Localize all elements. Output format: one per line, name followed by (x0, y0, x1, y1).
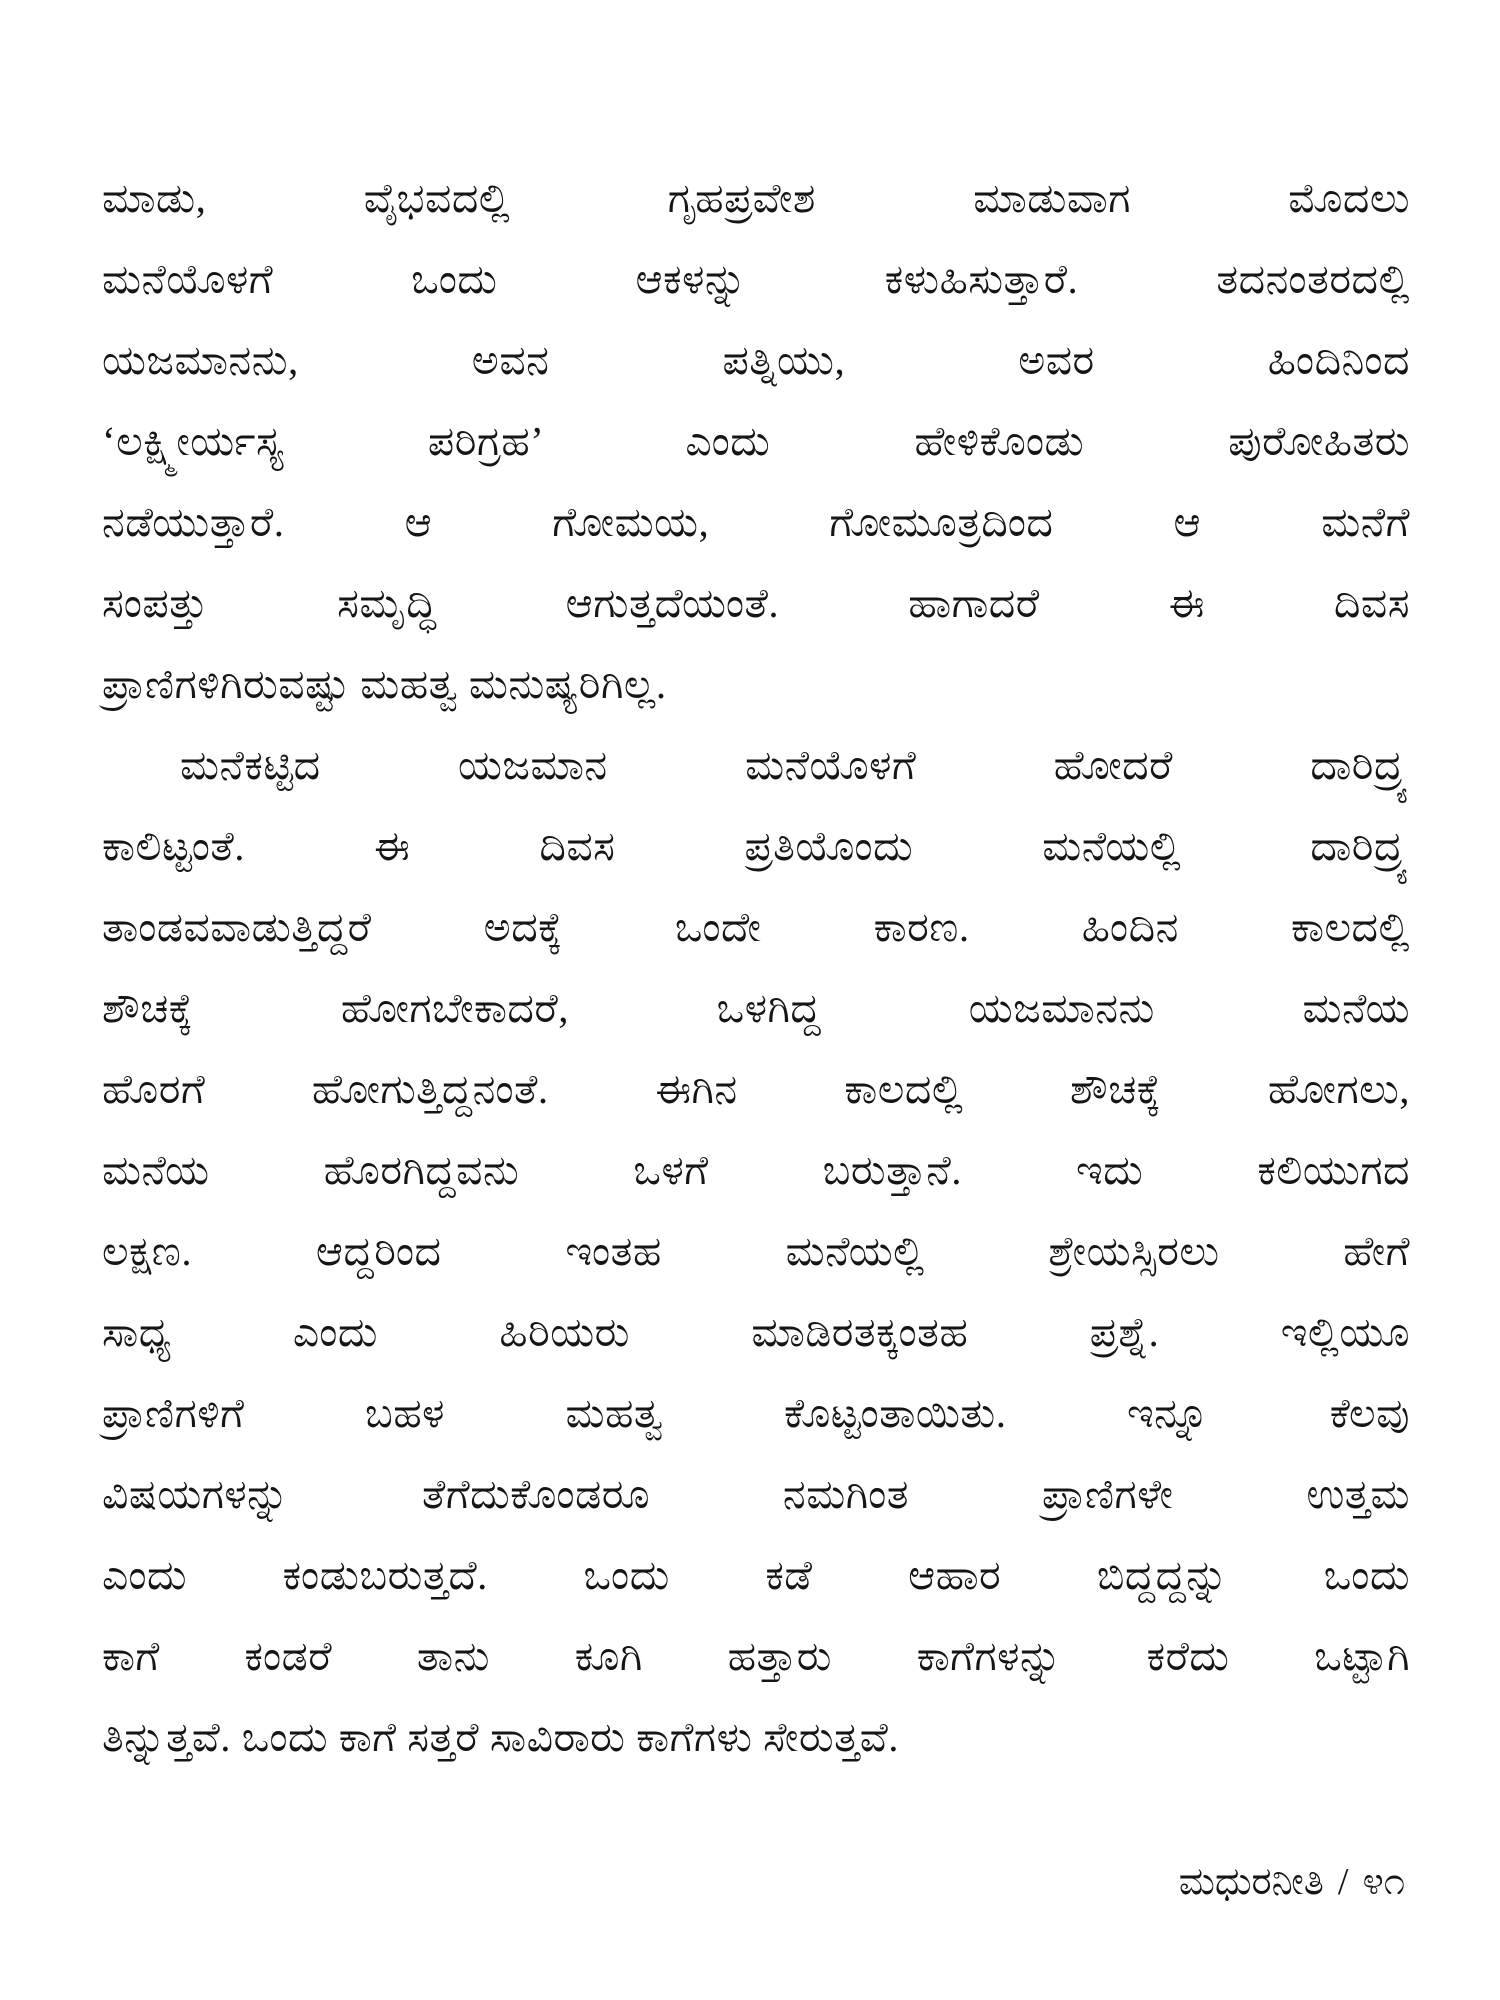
text-line: ಲಕ್ಷಣ. ಆದ್ದರಿಂದ ಇಂತಹ ಮನೆಯಲ್ಲಿ ಶ್ರೇಯಸ್ಸಿರಲು ಹೇಗೆ (102, 1228, 1410, 1274)
text-line: ಮನೆಯೊಳಗೆ ಒಂದು ಆಕಳನ್ನು ಕಳುಹಿಸುತ್ತಾರೆ. ತದನಂತರದಲ್ಲಿ (102, 256, 1410, 302)
text-line: ಶೌಚಕ್ಕೆ ಹೋಗಬೇಕಾದರೆ, ಒಳಗಿದ್ದ ಯಜಮಾನನು ಮನೆಯ (102, 985, 1410, 1031)
book-title: ಮಧುರನೀತಿ (1178, 1861, 1324, 1903)
text-line: ಸಂಪತ್ತು ಸಮೃದ್ಧಿ ಆಗುತ್ತದೆಯಂತೆ. ಹಾಗಾದರೆ ಈ ದಿವಸ (102, 580, 1410, 626)
footer-separator: / (1337, 1861, 1349, 1903)
text-line: ಮನೆಕಟ್ಟಿದ ಯಜಮಾನ ಮನೆಯೊಳಗೆ ಹೋದರೆ ದಾರಿದ್ರ್ಯ (180, 742, 1410, 788)
paragraph-2 (102, 725, 1410, 1778)
page-number: ೪೧ (1362, 1861, 1405, 1903)
page-footer (1179, 1858, 1405, 1906)
text-line: ಕಾಗೆ ಕಂಡರೆ ತಾನು ಕೂಗಿ ಹತ್ತಾರು ಕಾಗೆಗಳನ್ನು ಕರೆದು ಒಟ್ಟಾಗಿ (102, 1633, 1410, 1679)
text-line: ನಡೆಯುತ್ತಾರೆ. ಆ ಗೋಮಯ, ಗೋಮೂತ್ರದಿಂದ ಆ ಮನೆಗೆ (102, 499, 1410, 545)
text-line: ಯಜಮಾನನು, ಅವನ ಪತ್ನಿಯು, ಅವರ ಹಿಂದಿನಿಂದ (102, 337, 1410, 383)
text-line: ಪ್ರಾಣಿಗಳಿಗೆ ಬಹಳ ಮಹತ್ವ ಕೊಟ್ಟಂತಾಯಿತು. ಇನ್ನೂ ಕೆಲವು (102, 1390, 1410, 1436)
text-line: ಹೊರಗೆ ಹೋಗುತ್ತಿದ್ದನಂತೆ. ಈಗಿನ ಕಾಲದಲ್ಲಿ ಶೌಚಕ್ಕೆ ಹೋಗಲು, (102, 1066, 1410, 1112)
body-text (102, 158, 1410, 1778)
text-line: ಎಂದು ಕಂಡುಬರುತ್ತದೆ. ಒಂದು ಕಡೆ ಆಹಾರ ಬಿದ್ದದ್ದನ್ನು ಒಂದು (102, 1552, 1410, 1598)
text-line: ಸಾಧ್ಯ ಎಂದು ಹಿರಿಯರು ಮಾಡಿರತಕ್ಕಂತಹ ಪ್ರಶ್ನೆ. ಇಲ್ಲಿಯೂ (102, 1309, 1410, 1355)
text-line: ‘ಲಕ್ಷ್ಮೀರ್ಯಸ್ಯ ಪರಿಗ್ರಹ’ ಎಂದು ಹೇಳಿಕೊಂಡು ಪುರೋಹಿತರು (102, 418, 1410, 464)
text-line: ತಾಂಡವವಾಡುತ್ತಿದ್ದರೆ ಅದಕ್ಕೆ ಒಂದೇ ಕಾರಣ. ಹಿಂದಿನ ಕಾಲದಲ್ಲಿ (102, 904, 1410, 950)
text-line: ಕಾಲಿಟ್ಟಂತೆ. ಈ ದಿವಸ ಪ್ರತಿಯೊಂದು ಮನೆಯಲ್ಲಿ ದಾರಿದ್ರ್ಯ (102, 823, 1410, 869)
text-line: ಮನೆಯ ಹೊರಗಿದ್ದವನು ಒಳಗೆ ಬರುತ್ತಾನೆ. ಇದು ಕಲಿಯುಗದ (102, 1147, 1410, 1193)
text-line: ವಿಷಯಗಳನ್ನು ತೆಗೆದುಕೊಂಡರೂ ನಮಗಿಂತ ಪ್ರಾಣಿಗಳೇ ಉತ್ತಮ (102, 1471, 1410, 1517)
text-line: ತಿನ್ನುತ್ತವೆ. ಒಂದು ಕಾಗೆ ಸತ್ತರೆ ಸಾವಿರಾರು ಕಾಗೆಗಳು ಸೇರುತ್ತವೆ. (102, 1714, 899, 1760)
paragraph-1 (102, 158, 1410, 725)
text-line: ಪ್ರಾಣಿಗಳಿಗಿರುವಷ್ಟು ಮಹತ್ವ ಮನುಷ್ಯರಿಗಿಲ್ಲ. (102, 661, 667, 707)
text-line: ಮಾಡು, ವೈಭವದಲ್ಲಿ ಗೃಹಪ್ರವೇಶ ಮಾಡುವಾಗ ಮೊದಲು (102, 175, 1410, 221)
